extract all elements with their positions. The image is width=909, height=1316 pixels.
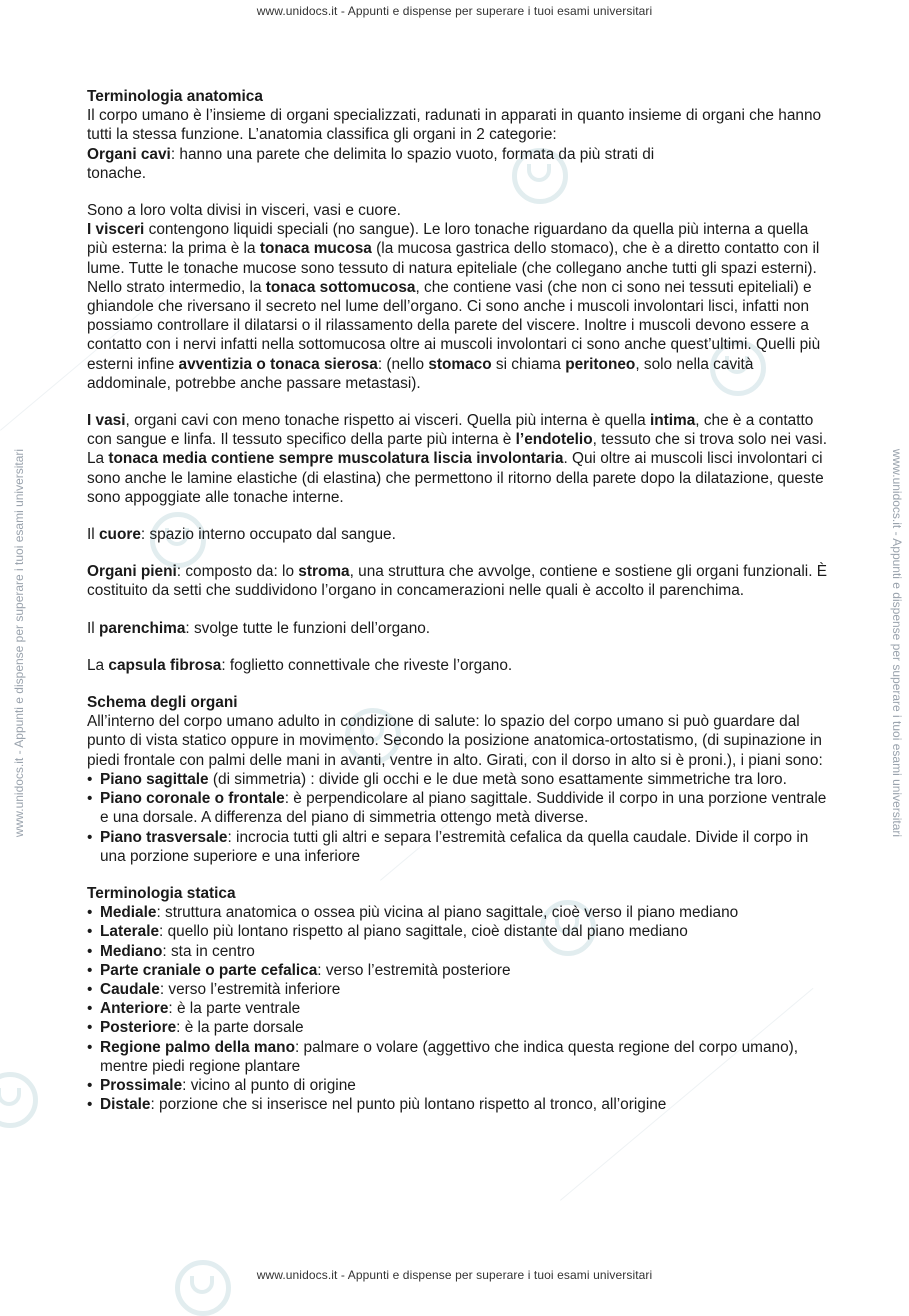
watermark-logo-icon (0, 1072, 38, 1128)
footer-banner[interactable]: www.unidocs.it - Appunti e dispense per superare i tuoi esami universitari (256, 1268, 653, 1282)
paragraph-organi-cavi: Organi cavi: hanno una parete che delimita lo spazio vuoto, formata da più strati di tonache. (87, 145, 655, 182)
heading-terminologia-anatomica: Terminologia anatomica (87, 88, 263, 105)
paragraph-cuore: Il cuore: spazio interno occupato dal sangue. (87, 526, 396, 544)
paragraph-organi-pieni: Organi pieni: composto da: lo stroma, una struttura che avvolge, contiene e sostiene gli organi funzionali. È costituito da setti che suddividono l’organo in concamerazioni nelle quali è accolto il parenchima. (87, 563, 828, 600)
list-item: • Mediale: struttura anatomica o ossea più vicina al piano sagittale, cioè verso il piano mediano (87, 903, 827, 922)
paragraph-schema-intro: All’interno del corpo umano adulto in condizione di salute: lo spazio del corpo umano si può guardare dal punto di vista statico oppure in movimento. Secondo la posizione anatomica-ortostatismo, (di supinazione in piedi frontale con palmi delle mani in avanti, ventre in alto. Girati, con il dorso in alto si è proni.), i piani sono: (87, 713, 823, 769)
paragraph-intro: Il corpo umano è l’insieme di organi specializzati, radunati in apparati in quanto insieme di organi che hanno tutti la stessa funzione. L’anatomia classifica gli organi in 2 categorie: (87, 107, 822, 144)
statica-list (87, 903, 827, 1114)
left-side-watermark: www.unidocs.it - Appunti e dispense per superare i tuoi esami universitari (12, 448, 26, 838)
list-item: • Caudale: verso l’estremità inferiore (87, 980, 827, 999)
paragraph-parenchima: Il parenchima: svolge tutte le funzioni dell’organo. (87, 619, 431, 637)
header-banner[interactable]: www.unidocs.it - Appunti e dispense per superare i tuoi esami universitari (256, 4, 653, 18)
piani-list (87, 770, 827, 866)
heading-terminologia-statica: Terminologia statica (87, 884, 236, 902)
list-item: • Piano sagittale (di simmetria) : divide gli occhi e le due metà sono esattamente simmetriche tra loro. (87, 770, 827, 789)
heading-schema-organi: Schema degli organi (87, 694, 238, 712)
list-item: • Posteriore: è la parte dorsale (87, 1018, 827, 1037)
paragraph-capsula: La capsula fibrosa: foglietto connettivale che riveste l’organo. (87, 656, 513, 674)
list-item: • Laterale: quello più lontano rispetto al piano sagittale, cioè distante dal piano mediano (87, 922, 827, 941)
paragraph-divisi: Sono a loro volta divisi in visceri, vasi e cuore. (87, 202, 401, 220)
list-item: • Anteriore: è la parte ventrale (87, 999, 827, 1018)
paragraph-vasi: I vasi, organi cavi con meno tonache rispetto ai visceri. Quella più interna è quella intima, che è a contatto con sangue e linfa. Il tessuto specifico della parte più interna è l’endotelio, tessuto che si trova solo nei vasi. La tonaca media contiene sempre muscolatura liscia involontaria. Qui oltre ai muscoli lisci involontari ci sono anche le lamine elastiche (di elastina) che permettono il ritorno della parete dopo la dilatazione, queste sono appoggiate alle tonache interne. (87, 412, 828, 506)
document-body (87, 87, 827, 1114)
list-item: • Prossimale: vicino al punto di origine (87, 1076, 827, 1095)
list-item: • Parte craniale o parte cefalica: verso l’estremità posteriore (87, 961, 827, 980)
right-side-watermark: www.unidocs.it - Appunti e dispense per superare i tuoi esami universitari (890, 448, 904, 838)
list-item: • Distale: porzione che si inserisce nel punto più lontano rispetto al tronco, all’origine (87, 1095, 827, 1114)
list-item: • Piano trasversale: incrocia tutti gli altri e separa l’estremità cefalica da quella caudale. Divide il corpo in una porzione superiore e una inferiore (87, 828, 827, 866)
paragraph-visceri: I visceri contengono liquidi speciali (no sangue). Le loro tonache riguardano da quella più interna a quella più esterna: la prima è la tonaca mucosa (la mucosa gastrica dello stomaco), che è a diretto contatto con il lume. Tutte le tonache mucose sono tessuto di natura epiteliale (che collegano anche tutti gli spazi esterni). Nello strato intermedio, la tonaca sottomucosa, che contiene vasi (che non ci sono nei tessuti epiteliali) e ghiandole che riversano il secreto nel lume dell’organo. Ci sono anche i muscoli involontari lisci, infatti non possiamo controllare il dilatarsi o il rilassamento della parete del viscere. Inoltre i muscoli devono essere a contatto con i nervi infatti nella sottomucosa oltre ai muscoli involontari ci sono anche quest’ultimi. Quelli più esterni infine avventizia o tonaca sierosa: (nello stomaco si chiama peritoneo, solo nella cavità addominale, potrebbe anche passare metastasi). (87, 221, 821, 392)
list-item: • Piano coronale o frontale: è perpendicolare al piano sagittale. Suddivide il corpo in una porzione ventrale e una dorsale. A differenza del piano di simmetria ottengo metà diverse. (87, 789, 827, 827)
list-item: • Regione palmo della mano: palmare o volare (aggettivo che indica questa regione del corpo umano), mentre piedi regione plantare (87, 1038, 827, 1076)
term-organi-cavi: Organi cavi (87, 145, 171, 163)
list-item: • Mediano: sta in centro (87, 942, 827, 961)
